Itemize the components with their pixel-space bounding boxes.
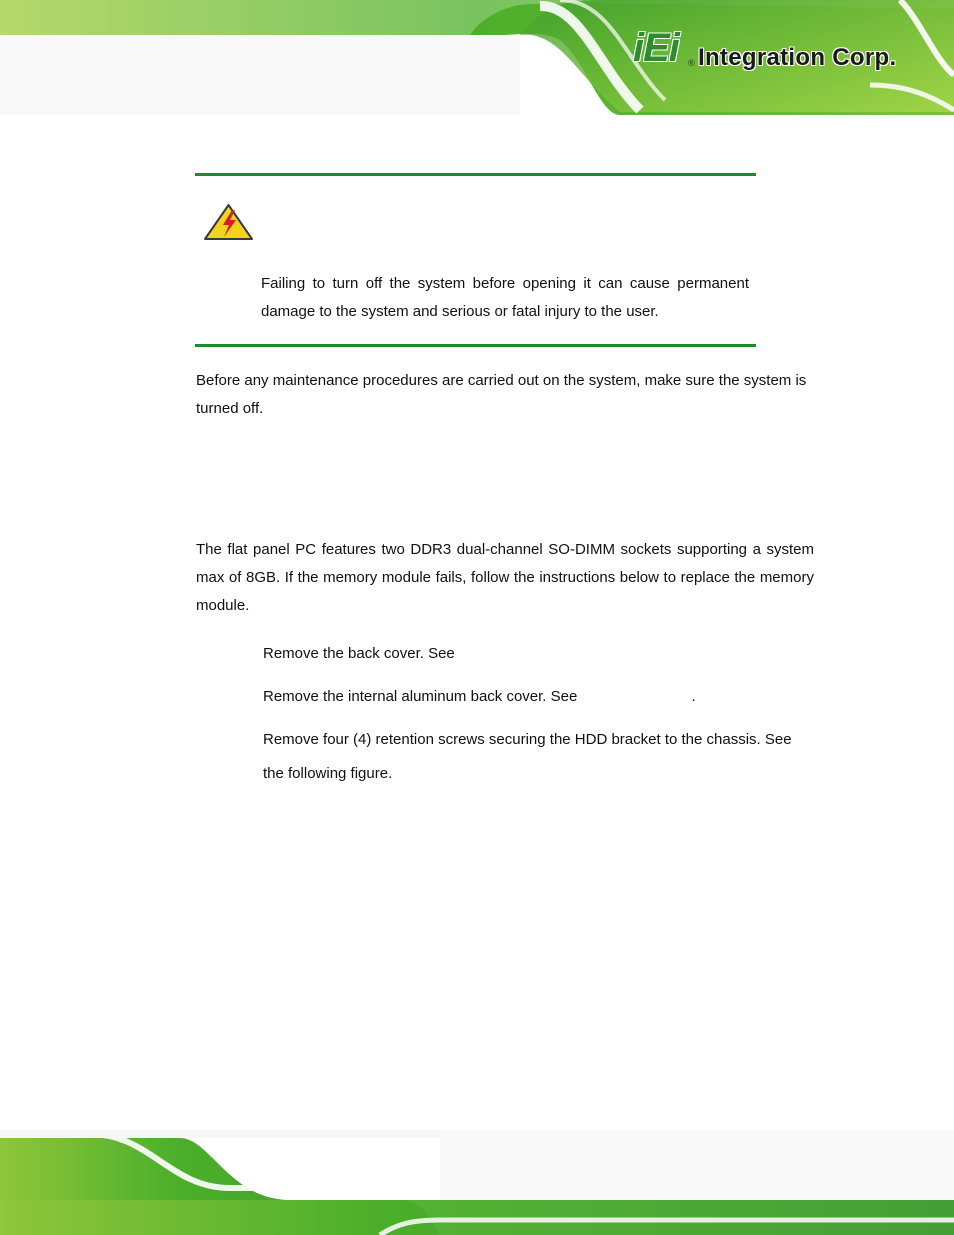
brand-logo-mark: iEi [633,26,679,70]
intro-paragraph: Before any maintenance procedures are carried out on the system, make sure the system is turned off. [196,372,807,417]
step-1-text: Remove the back cover. See [263,645,455,662]
step-2-suffix: . [691,688,696,705]
step-2-text: Remove the internal aluminum back cover. See [263,688,578,705]
step-1 [263,645,455,662]
step-3-continued [263,765,392,782]
warning-triangle-lightning-icon [203,203,254,241]
step-3 [263,731,792,748]
brand-logo-text: Integration Corp. [698,44,897,71]
step-3-line-1: Remove four (4) retention screws securing the HDD bracket to the chassis. See [263,731,792,748]
memory-description: The flat panel PC features two DDR3 dual-channel SO-DIMM sockets supporting a system max of 8GB. If the memory module fails, follow the instructions below to replace the memory module. [196,541,814,614]
warning-bottom-rule [195,344,756,347]
footer-banner [0,1130,954,1235]
warning-top-rule [195,173,756,176]
step-2 [263,688,696,705]
step-3-line-2: the following figure. [263,765,393,782]
registered-mark: ® [688,58,695,68]
warning-text: Failing to turn off the system before opening it can cause permanent damage to the system and serious or fatal injury to the user. [261,275,749,320]
